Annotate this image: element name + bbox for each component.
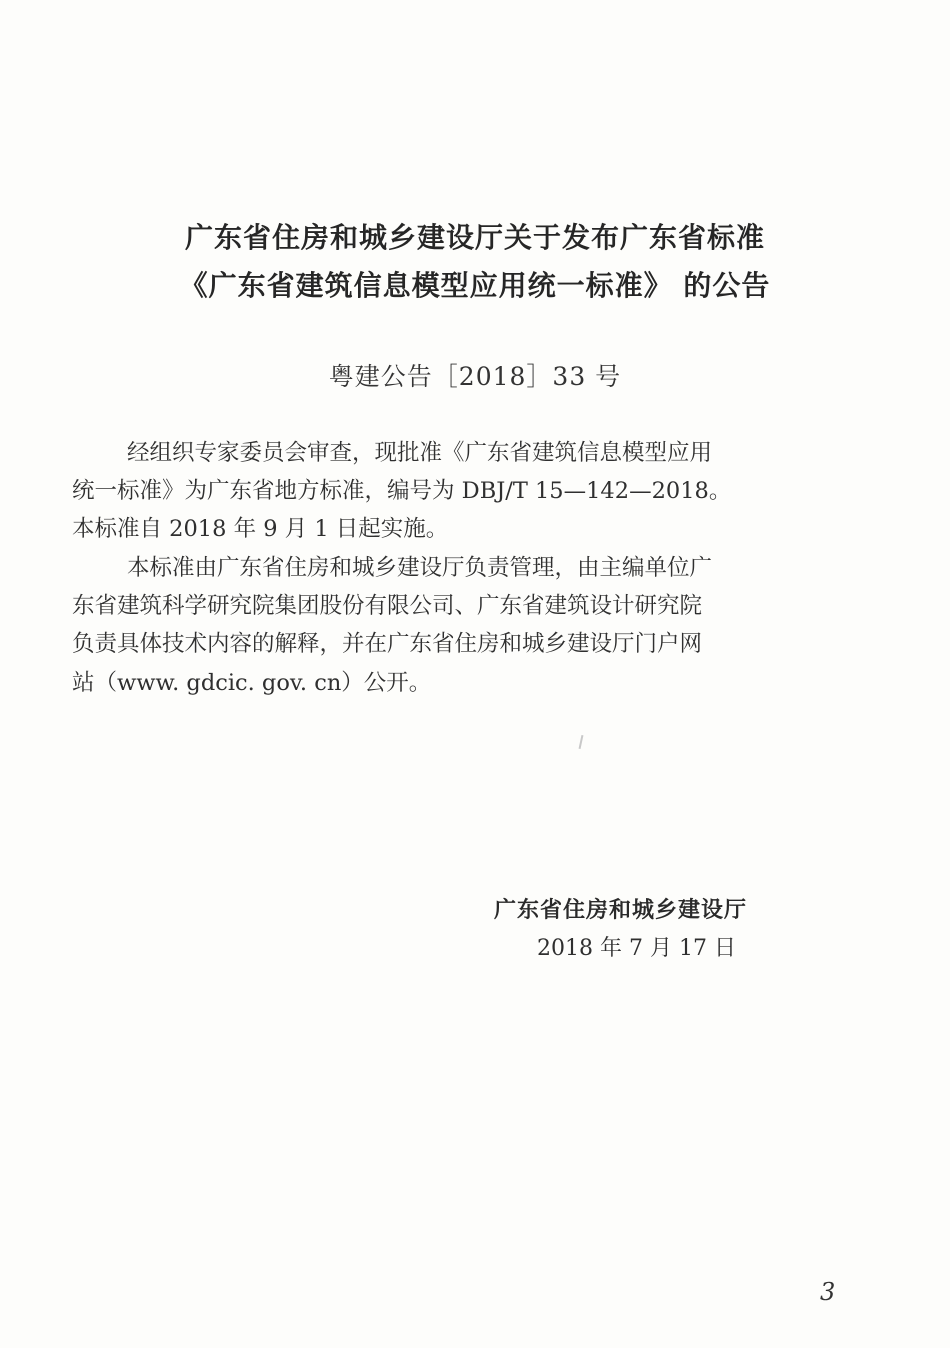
document-number: 粤建公告［2018］33 号 xyxy=(328,362,622,391)
announcement-title-line-1: 广东省住房和城乡建设厅关于发布广东省标准 xyxy=(184,221,765,254)
paragraph-2-line-3: 负责具体技术内容的解释，并在广东省住房和城乡建设厅门户网 xyxy=(72,631,703,657)
paragraph-2-line-2: 东省建筑科学研究院集团股份有限公司、广东省建筑设计研究院 xyxy=(72,593,703,619)
announcement-title-line-2: 《广东省建筑信息模型应用统一标准》 的公告 xyxy=(179,269,771,302)
paragraph-1-line-1: 经组织专家委员会审查，现批准《广东省建筑信息模型应用 xyxy=(127,440,713,466)
signature-organization: 广东省住房和城乡建设厅 xyxy=(494,898,748,923)
paragraph-2-line-4: 站（www. gdcic. gov. cn）公开。 xyxy=(72,670,432,696)
paragraph-1-line-2: 统一标准》为广东省地方标准，编号为 DBJ/T 15—142—2018。 xyxy=(72,478,732,504)
scan-speck xyxy=(579,735,584,749)
paragraph-1-line-3: 本标准自 2018 年 9 月 1 日起实施。 xyxy=(72,516,449,542)
paragraph-2-line-1: 本标准由广东省住房和城乡建设厅负责管理，由主编单位广 xyxy=(127,555,713,581)
signature-date: 2018 年 7 月 17 日 xyxy=(537,936,736,961)
page-number: 3 xyxy=(820,1278,836,1306)
